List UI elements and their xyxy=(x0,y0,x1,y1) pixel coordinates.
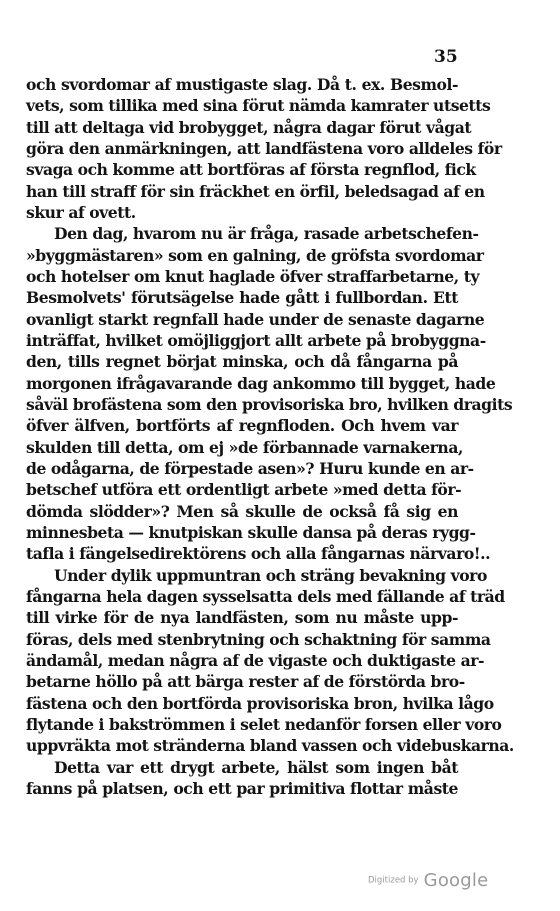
text-line: Under dylik uppmuntran och sträng bevakning voro xyxy=(54,565,487,585)
text-line: skulden till detta, om ej »de förbannade varnakerna, xyxy=(26,437,463,457)
text-line: morgonen ifrågavarande dag ankommo till bygget, hade xyxy=(26,373,496,393)
text-line: svaga och komme att bortföras af första regnflod, fick xyxy=(26,160,476,180)
text-line: ändamål, medan några af de vigaste och duktigaste ar- xyxy=(26,650,485,670)
text-line: Den dag, hvarom nu är fråga, rasade arbetschefen- xyxy=(54,224,479,244)
text-line: till att deltaga vid brobygget, några dagar förut vågat xyxy=(26,117,472,137)
text-line: uppvräkta mot stränderna bland vassen och videbuskarna. xyxy=(26,736,514,756)
text-line: betarne höllo på att bärga rester af de förstörda bro- xyxy=(26,672,465,692)
text-line: och hotelser om knut haglade öfver straffarbetarne, ty xyxy=(26,266,480,286)
body-text xyxy=(26,74,514,799)
text-line: Besmolvets' förutsägelse hade gått i fullbordan. Ett xyxy=(26,288,458,308)
text-line: den, tills regnet börjat minska, och då fångarna på xyxy=(26,352,458,372)
text-line: minnesbeta — knutpiskan skulle dansa på deras rygg- xyxy=(26,522,476,542)
watermark-prefix: Digitized by xyxy=(368,875,419,886)
text-line: fångarna hela dagen sysselsatta dels med fällande af träd xyxy=(26,586,505,606)
page-number: 35 xyxy=(434,47,458,67)
text-line: föras, dels med stenbrytning och schaktning för samma xyxy=(26,629,491,649)
text-line: fästena och den bortförda provisoriska bron, hvilka lågo xyxy=(26,693,494,713)
text-line: ovanligt starkt regnfall hade under de senaste dagarne xyxy=(26,309,485,329)
text-line: såväl brofästena som den provisoriska bro, hvilken dragits xyxy=(26,394,513,414)
text-line: vets, som tillika med sina förut nämda kamrater utsetts xyxy=(26,96,491,116)
google-logo: Google xyxy=(423,870,489,891)
text-line: tafla i fängelsedirektörens och alla fångarnas närvaro!.. xyxy=(26,544,491,564)
text-line: öfver älfven, bortförts af regnfloden. Och hvem var xyxy=(26,416,458,436)
text-line: och svordomar af mustigaste slag. Då t. ex. Besmol- xyxy=(26,75,458,94)
text-line: inträffat, hvilket omöjliggjort allt arbete på brobyggna- xyxy=(26,330,486,350)
text-line: göra den anmärkningen, att landfästena voro alldeles för xyxy=(26,138,502,158)
text-line: Detta var ett drygt arbete, hälst som ingen båt xyxy=(54,757,458,777)
text-line: han till straff för sin fräckhet en örfil, beledsagad af en xyxy=(26,181,485,201)
text-line: flytande i bakströmmen i selet nedanför forsen eller voro xyxy=(26,714,502,734)
text-line: »byggmästaren» som en galning, de gröfsta svordomar xyxy=(26,245,484,265)
text-line: de odågarna, de förpestade asen»? Huru kunde en ar- xyxy=(26,458,474,478)
text-line: till virke för de nya landfästen, som nu måste upp- xyxy=(26,608,458,628)
text-line: fanns på platsen, och ett par primitiva flottar måste xyxy=(26,778,458,798)
text-line: betschef utföra ett ordentligt arbete »med detta för- xyxy=(26,480,462,500)
digitized-by-google-watermark xyxy=(368,870,488,891)
text-line: skur af ovett. xyxy=(26,202,136,222)
text-line: dömda slödder»? Men så skulle de också få sig en xyxy=(26,501,458,521)
